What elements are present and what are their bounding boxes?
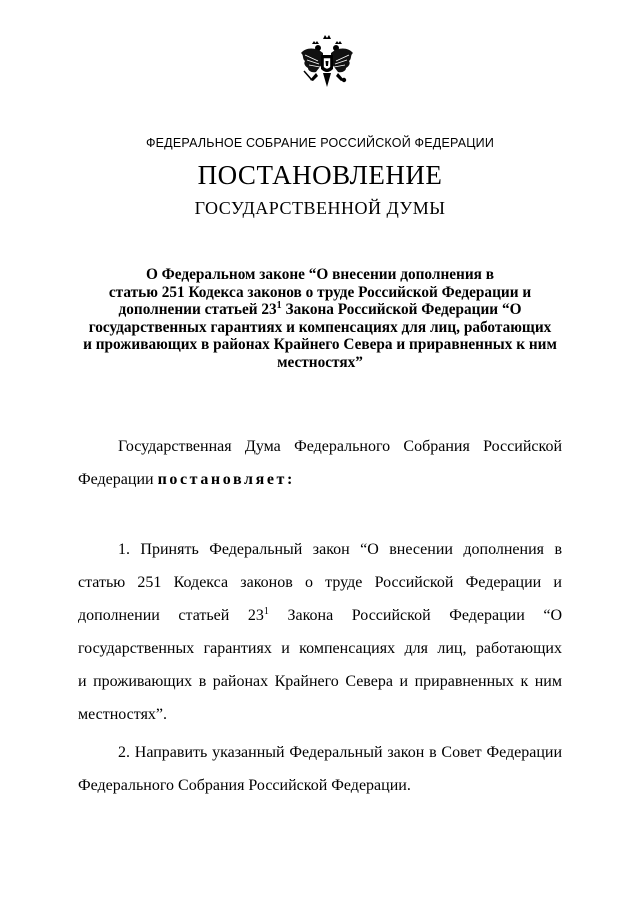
item1-line: государственных гарантиях и компенсациях для лиц, работающих <box>78 640 562 657</box>
superscript: 1 <box>276 300 282 312</box>
preamble-line: Государственная Дума Федерального Собрания Российской <box>118 438 562 455</box>
organization-name: ФЕДЕРАЛЬНОЕ СОБРАНИЕ РОССИЙСКОЙ ФЕДЕРАЦИИ <box>145 136 495 150</box>
item1-line: статью 251 Кодекса законов о труде Российской Федерации и <box>78 574 562 591</box>
item2-line: 2. Направить указанный Федеральный закон в Совет Федерации <box>118 744 562 761</box>
document-heading <box>80 266 560 372</box>
item1-line: местностях”. <box>78 706 168 723</box>
item1-line: 1. Принять Федеральный закон “О внесении дополнения в <box>118 541 562 558</box>
coat-of-arms-icon <box>296 33 358 95</box>
heading-line: статью 251 Кодекса законов о труде Российской Федерации и <box>108 283 532 301</box>
heading-line: О Федеральном законе “О внесении дополнения в <box>145 266 495 283</box>
item1-line: дополнении статьей $23^1$ Закона Российской Федерации “О <box>78 606 562 624</box>
preamble-line: Федерации постановляет: <box>78 471 295 488</box>
item2-line: Федерального Собрания Российской Федерации. <box>78 777 411 794</box>
issuer: ГОСУДАРСТВЕННОЙ ДУМЫ <box>194 198 446 218</box>
item1-line: и проживающих в районах Крайнего Севера и приравненных к ним <box>78 673 562 690</box>
heading-line: и проживающих в районах Крайнего Севера и приравненных к ним <box>83 336 557 354</box>
heading-line: дополнении статьей $23^1$ Закона Российской Федерации “О <box>118 300 522 319</box>
heading-line: государственных гарантиях и компенсациях для лиц, работающих <box>88 318 552 336</box>
superscript: 1 <box>263 606 269 617</box>
heading-line: местностях” <box>277 353 363 371</box>
decision-word: постановляет: <box>157 471 295 488</box>
document-type: ПОСТАНОВЛЕНИЕ <box>197 160 443 190</box>
